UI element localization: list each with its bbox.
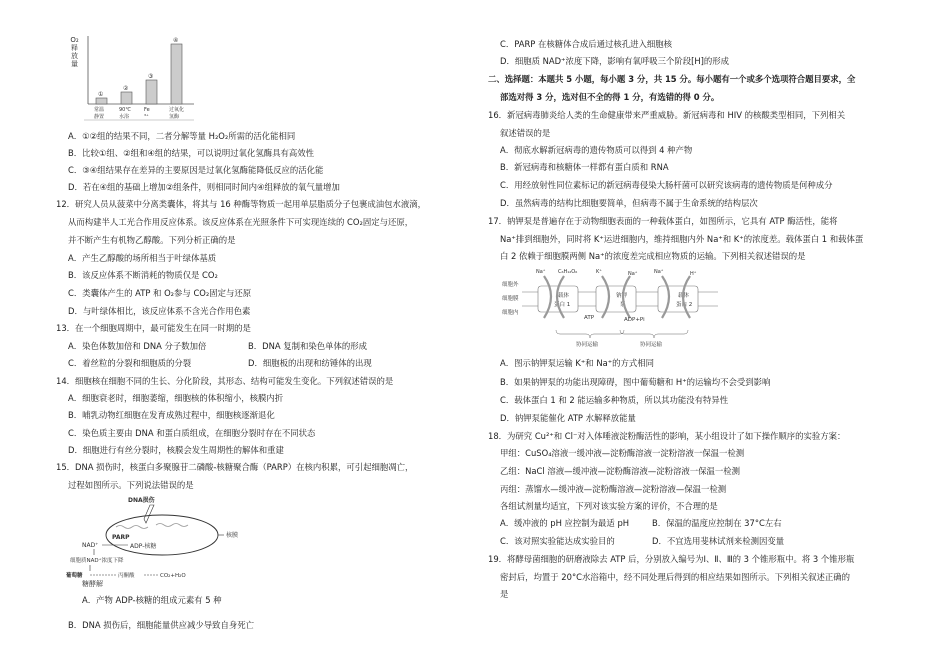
q17-option-d: D．钠钾泵能催化 ATP 水解释放能量 [500, 413, 636, 423]
q11-option-a: A．①②组的结果不同，二者分解等量 H₂O₂所需的活化能相同 [68, 131, 296, 141]
q12-stem: 从而构建半人工光合作用反应体系。该反应体系在光照条件下可实现连续的 CO₂固定与还原， [68, 217, 414, 227]
q18-group-1: 甲组：CuSO₄溶液一缓冲液—淀粉酶溶液一淀粉溶液一保温一检测 [500, 448, 745, 458]
q12-stem: 12．研究人员从菠菜中分离类囊体，将其与 16 种酶等物质一起用单层脂质分子包裹成油包水液滴， [56, 199, 427, 209]
x-tick-label: 水浴 [119, 114, 130, 120]
q15-option-d: D．细胞质 NAD⁺浓度下降，影响有氧呼吸三个阶段[H]的形成 [500, 56, 730, 66]
q17-option-c: C．载体蛋白 1 和 2 能运输多种物质，所以其功能没有特异性 [500, 395, 729, 405]
q18-option-b: B．保温的温度应控制在 37°C左右 [652, 518, 782, 528]
bar-label: ① [98, 91, 104, 98]
section-2-heading: 二、选择题：本题共 5 小题，每小题 3 分，共 15 分。每小题有一个或多个选项符合题目要求，全 [488, 74, 856, 84]
q17-stem: 17．钠钾泵是普遍存在于动物细胞表面的一种载体蛋白，如图所示，它具有 ATP 酶活性，能将 [488, 216, 838, 226]
carrier2-label: 载体 [678, 293, 690, 299]
q14-option-b: B．哺乳动物红细胞在发育成熟过程中，细胞核逐渐退化 [68, 410, 275, 420]
inside-label: 细胞内 [502, 310, 519, 316]
glucose-label: 葡萄糖 [66, 573, 83, 579]
q16-stem: 叙述错误的是 [500, 128, 551, 138]
q11-option-b: B．比较①组、②组和④组的结果，可以说明过氧化氢酶具有高效性 [68, 148, 315, 158]
q12-option-c: C．类囊体产生的 ATP 和 O₂参与 CO₂固定与还原 [68, 288, 252, 298]
x-tick-label: 氢酶 [169, 114, 180, 120]
h-label: H⁺ [690, 271, 697, 277]
carrier2-label: 蛋白 2 [676, 302, 693, 308]
x-tick-label: ³⁺ [144, 114, 149, 120]
q18-group-3: 丙组：蒸馏水—缓冲液—淀粉酶溶液—淀粉溶液—保温一检测 [500, 484, 727, 494]
x-tick-label: 90℃ [119, 107, 131, 113]
q16-option-c: C．用经放射性同位素标记的新冠病毒侵染大肠杆菌可以研究该病毒的遗传物质是何种成分 [500, 180, 833, 190]
q11-option-d: D．若在④组的基础上增加②组条件，则相同时间内④组释放的氧气量增加 [68, 182, 340, 192]
products-label: CO₂+H₂O [160, 573, 186, 579]
bar [121, 92, 132, 104]
bar-label: ② [123, 85, 129, 92]
bar-label: ④ [173, 37, 179, 44]
pump-label: 钠钾 [616, 293, 628, 299]
nad-drop-label: 细胞质NAD⁺浓度下降 [70, 558, 124, 564]
q19-stem: 19．将酵母菌细胞的研磨液除去 ATP 后，分别放入编号为Ⅰ、Ⅱ、Ⅲ的 3 个锥形瓶中。将 3 个锥形瓶 [488, 554, 855, 564]
na-label: Na⁺ [654, 269, 664, 275]
glucose-label: C₆H₁₂O₆ [558, 269, 578, 275]
membrane-label: 核膜 [226, 532, 239, 539]
q18-option-d: D．不宜选用斐林试剂来检测因变量 [652, 536, 785, 546]
pyruvate-label: 丙酮酸 [118, 573, 135, 579]
q14-stem: 14．细胞核在细胞不同的生长、分化阶段，其形态、结构可能发生变化。下列叙述错误的是 [56, 376, 394, 386]
y-axis-label: O₂释放量 [70, 36, 79, 68]
q16-stem: 16．新冠病毒肺炎给人类的生命健康带来严重威胁。新冠病毒和 HIV 的核酸类型相同，下列相关 [488, 110, 846, 120]
q15-option-b: B．DNA 损伤后，细胞能量供应减少导致自身死亡 [68, 620, 254, 630]
membrane-label: 细胞膜 [502, 296, 519, 302]
adp-ribose-label: ADP-核糖 [130, 543, 157, 550]
section-2-heading: 部选对得 3 分，选对但不全的得 1 分，有选错的得 0 分。 [500, 92, 720, 102]
parp-apoptosis-diagram [66, 493, 266, 591]
o2-release-bar-chart [70, 32, 200, 122]
pump-label: 泵 [620, 302, 626, 308]
q18-note: 各组试剂量均适宜，下列对该实验方案的评价，不合理的是 [500, 501, 718, 511]
q14-option-a: A．细胞衰老时，细胞萎缩，细胞核的体积缩小，核膜内折 [68, 393, 284, 403]
q15-option-a: A．产物 ADP-核糖的组成元素有 5 种 [82, 595, 222, 605]
outside-label: 细胞外 [502, 282, 519, 288]
q16-option-a: A．彻底水解新冠病毒的遗传物质可以得到 4 种产物 [500, 145, 693, 155]
q17-option-b: B．如果钠钾泵的功能出现障碍，图中葡萄糖和 H⁺的运输均不会受到影响 [500, 377, 771, 387]
q18-stem: 18．为研究 Cu²⁺和 Cl⁻对入体唾液淀粉酶活性的影响，某小组设计了如下操作顺序的实验方案： [488, 431, 846, 441]
carrier1-label: 载体 [558, 293, 570, 299]
x-tick-label: 过氧化 [169, 107, 185, 113]
q16-option-b: B．新冠病毒和核糖体一样都有蛋白质和 RNA [500, 162, 669, 172]
x-tick-label: 静置 [94, 114, 105, 120]
bar [146, 80, 157, 104]
q13-stem: 13．在一个细胞周期中，最可能发生在同一时期的是 [56, 323, 251, 333]
na-label: Na⁺ [628, 271, 638, 277]
q17-stem: 白 2 依赖于细胞膜两侧 Na⁺的浓度差完成相应物质的运输。下列相关叙述错误的是 [500, 251, 806, 261]
lightning-icon [144, 505, 154, 523]
cotransport-label: 协同运输 [576, 342, 599, 348]
q19-stem: 密封后，均置于 20°C水浴箱中，经不同处理后得到的相应结果如图所示。下列相关叙述正确的 [500, 572, 850, 582]
q13-option-a: A．染色体数加倍和 DNA 分子数加倍 [68, 341, 207, 351]
q12-stem: 并不断产生有机物乙醇酸。下列分析正确的是 [68, 235, 236, 245]
bar [171, 44, 182, 104]
q13-option-b: B．DNA 复制和染色单体的形成 [248, 341, 367, 351]
q13-option-c: C．着丝粒的分裂和细胞质的分裂 [68, 358, 192, 368]
x-tick-label: Fe [144, 107, 150, 113]
na-label: Na⁺ [536, 269, 546, 275]
parp-label: PARP [112, 534, 130, 541]
q15-stem: 过程如图所示。下列说法错误的是 [68, 480, 194, 490]
atp-label: ATP [584, 315, 595, 321]
q18-option-a: A．缓冲液的 pH 应控制为最适 pH [500, 518, 630, 528]
q12-option-b: B．该反应体系不断消耗的物质仅是 CO₂ [68, 270, 218, 280]
q15-option-c: C．PARP 在核糖体合成后通过核孔进入细胞核 [500, 39, 672, 49]
q15-stem: 15．DNA 损伤时，核蛋白多聚腺苷二磷酸-核糖聚合酶（PARP）在核内积累，可引起细胞凋亡， [56, 462, 414, 472]
q12-option-a: A．产生乙醇酸的场所相当于叶绿体基质 [68, 253, 217, 263]
q17-option-a: A．图示钠钾泵运输 K⁺和 Na⁺的方式相同 [500, 358, 655, 368]
q14-option-d: D．细胞进行有丝分裂时，核膜会发生周期性的解体和重建 [68, 445, 284, 455]
q12-option-d: D．与叶绿体相比，该反应体系不含光合作用色素 [68, 306, 251, 316]
glycolysis-label: 糖酵解 [82, 580, 103, 588]
q18-group-2: 乙组：NaCl 溶液—缓冲液—淀粉酶溶液—淀粉溶液一保温一检测 [500, 466, 740, 476]
carrier1-label: 蛋白 1 [554, 302, 571, 308]
q19-stem: 是 [500, 589, 509, 599]
bar-label: ③ [148, 73, 154, 80]
sodium-potassium-pump-diagram [500, 266, 720, 348]
dna-damage-label: DNA损伤 [128, 497, 155, 504]
adp-label: ADP+Pi [624, 317, 645, 323]
q13-option-d: D．细胞板的出现和纺锤体的出现 [248, 358, 372, 368]
nad-label: NAD⁺ [82, 542, 99, 549]
bar [96, 98, 107, 104]
k-label: K⁺ [596, 269, 602, 275]
q17-stem: Na⁺排到细胞外，同时将 K⁺运进细胞内，维持细胞内外 Na⁺和 K⁺的浓度差。载体蛋白 1 和载体蛋 [500, 234, 864, 244]
x-tick-label: 常温 [94, 107, 105, 113]
q11-option-c: C．③④组结果存在差异的主要原因是过氧化氢酶能降低反应的活化能 [68, 165, 324, 175]
cotransport-label: 协同运输 [640, 342, 663, 348]
q14-option-c: C．染色质主要由 DNA 和蛋白质组成，在细胞分裂时存在不同状态 [68, 428, 316, 438]
q16-option-d: D．虽然病毒的结构比细胞要简单，但病毒不属于生命系统的结构层次 [500, 198, 758, 208]
q18-option-c: C．该对照实验能达成实验目的 [500, 536, 615, 546]
